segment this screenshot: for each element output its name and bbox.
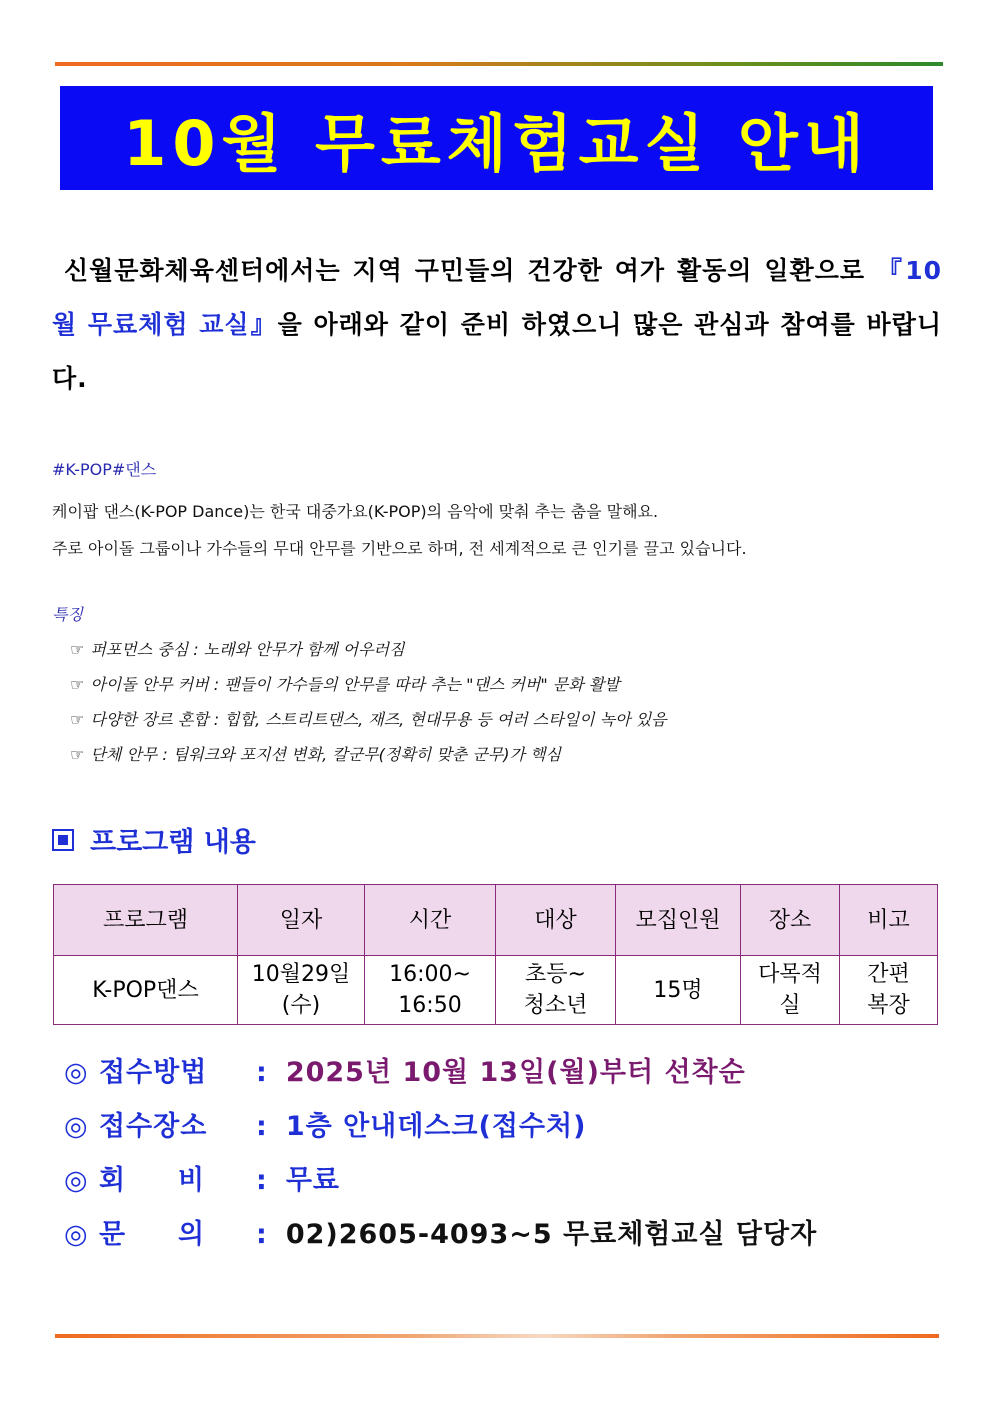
info-row-application-method	[64, 1046, 817, 1100]
column-header: 프로그램	[54, 885, 238, 956]
intro-paragraph	[52, 244, 942, 406]
page-title: 10월 무료체험교실 안내	[123, 106, 870, 180]
hashtag: #K-POP#댄스	[52, 460, 157, 479]
info-value: 02)2605-4093~5 무료체험교실 담당자	[285, 1219, 818, 1250]
feature-text: 다양한 장르 혼합 : 힙합, 스트리트댄스, 재즈, 현대무용 등 여러 스타일이 녹아 있음	[90, 710, 667, 729]
info-value: 1층 안내데스크(접수처)	[285, 1111, 587, 1142]
cell-line: 10월29일	[251, 962, 351, 987]
intro-highlight: 『10월 무료체험 교실』	[52, 256, 942, 339]
top-divider	[55, 62, 943, 66]
title-banner	[60, 86, 933, 190]
table-header-row	[54, 885, 938, 956]
pointing-hand-icon: ☞	[70, 710, 85, 729]
cell-program: K-POP댄스	[54, 956, 238, 1025]
colon-separator: :	[256, 1165, 268, 1196]
cell-line: 16:50	[398, 993, 462, 1018]
cell-time	[365, 956, 496, 1025]
info-row-fee	[64, 1154, 817, 1208]
feature-text: 단체 안무 : 팀워크와 포지션 변화, 칼군무(정확히 맞춘 군무)가 핵심	[90, 745, 561, 764]
double-circle-icon: ◎	[64, 1165, 89, 1196]
description-line: 주로 아이돌 그룹이나 가수들의 무대 안무를 기반으로 하며, 전 세계적으로 큰 인기를 끌고 있습니다.	[52, 539, 747, 558]
cell-line: 다목적	[758, 962, 822, 987]
colon-separator: :	[256, 1057, 268, 1088]
intro-text-before: 신월문화체육센터에서는 지역 구민들의 건강한 여가 활동의 일환으로	[63, 256, 877, 285]
features-title: 특징	[52, 605, 83, 624]
info-row-application-place	[64, 1100, 817, 1154]
feature-text: 아이돌 안무 커버 : 팬들이 가수들의 안무를 따라 추는 "댄스 커버" 문화 활발	[90, 675, 620, 694]
info-label	[64, 1154, 256, 1208]
cell-line: 복장	[867, 993, 910, 1018]
program-heading-text: 프로그램 내용	[90, 827, 256, 858]
feature-item	[70, 702, 667, 737]
info-label	[64, 1046, 256, 1100]
pointing-hand-icon: ☞	[70, 640, 85, 659]
feature-text: 퍼포먼스 중심 : 노래와 안무가 함께 어우러짐	[90, 640, 405, 659]
colon-separator: :	[256, 1219, 268, 1250]
bottom-divider	[55, 1334, 939, 1338]
cell-capacity: 15명	[616, 956, 741, 1025]
cell-line: 16:00~	[389, 962, 471, 987]
label-text: 접수방법	[98, 1057, 208, 1088]
intro-text-after: 을 아래와 같이 준비 하였으니 많은 관심과 참여를 바랍니다.	[52, 310, 942, 393]
info-list	[64, 1046, 817, 1262]
info-label	[64, 1100, 256, 1154]
colon-separator: :	[256, 1111, 268, 1142]
pointing-hand-icon: ☞	[70, 675, 85, 694]
feature-item	[70, 737, 667, 772]
column-header: 시간	[365, 885, 496, 956]
cell-line: 초등~	[525, 962, 586, 987]
info-label	[64, 1208, 256, 1262]
cell-line: 실	[779, 993, 801, 1018]
cell-date	[238, 956, 365, 1025]
double-circle-icon: ◎	[64, 1111, 89, 1142]
table-row	[54, 956, 938, 1025]
double-circle-icon: ◎	[64, 1219, 89, 1250]
program-section-heading	[52, 820, 256, 859]
info-value: 무료	[285, 1165, 340, 1196]
double-circle-icon: ◎	[64, 1057, 89, 1088]
cell-line: 간편	[867, 962, 910, 987]
description	[52, 493, 942, 567]
cell-line: (수)	[281, 993, 321, 1018]
cell-target	[496, 956, 616, 1025]
label-text: 문 의	[98, 1219, 206, 1250]
features-list	[70, 632, 667, 772]
description-line: 케이팝 댄스(K-POP Dance)는 한국 대중가요(K-POP)의 음악에 맞춰 추는 춤을 말해요.	[52, 502, 659, 521]
cell-place	[741, 956, 840, 1025]
label-text: 회 비	[98, 1165, 206, 1196]
column-header: 장소	[741, 885, 840, 956]
info-row-inquiry	[64, 1208, 817, 1262]
cell-note	[840, 956, 938, 1025]
pointing-hand-icon: ☞	[70, 745, 85, 764]
column-header: 일자	[238, 885, 365, 956]
feature-item	[70, 632, 667, 667]
info-value: 2025년 10월 13일(월)부터 선착순	[285, 1057, 746, 1088]
column-header: 모집인원	[616, 885, 741, 956]
program-table	[53, 884, 938, 1025]
column-header: 비고	[840, 885, 938, 956]
label-text: 접수장소	[98, 1111, 208, 1142]
square-bullet-icon	[52, 829, 74, 851]
cell-line: 청소년	[523, 993, 588, 1018]
column-header: 대상	[496, 885, 616, 956]
feature-item	[70, 667, 667, 702]
